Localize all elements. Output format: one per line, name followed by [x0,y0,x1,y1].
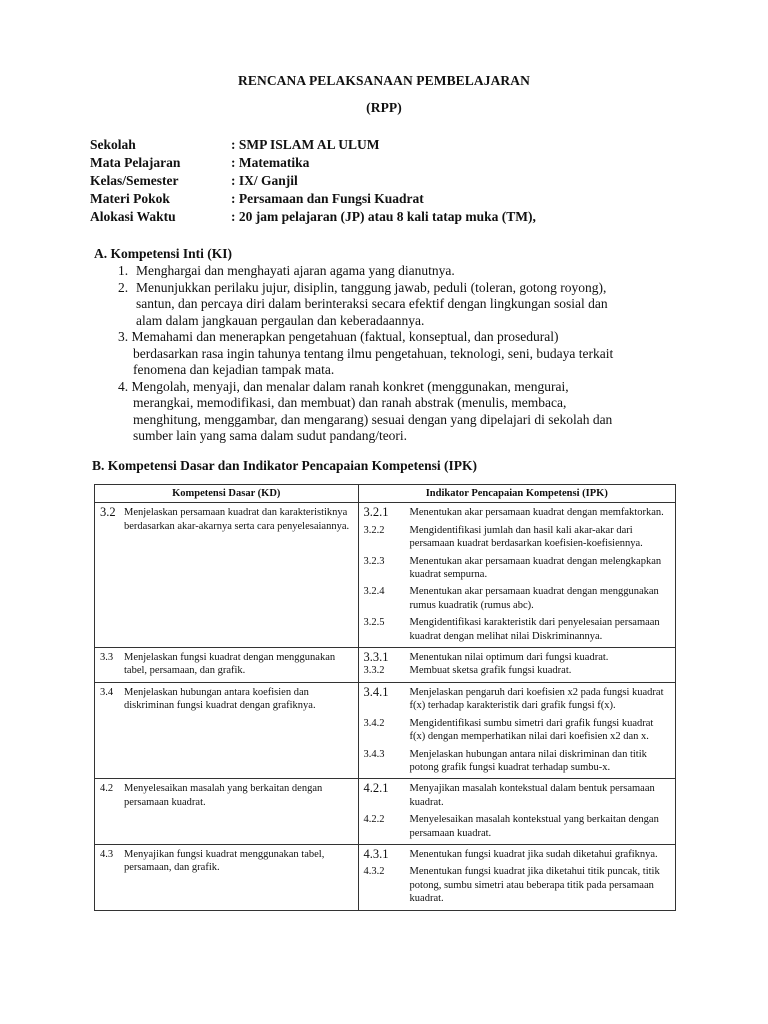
ki-item [118,379,678,445]
ipk-number: 3.4.3 [363,748,385,760]
ipk-item [364,686,670,713]
document-title: RENCANA PELAKSANAAN PEMBELAJARAN [238,73,530,88]
kd-cell [95,779,359,845]
ipk-item [364,555,670,582]
identity-block [90,136,536,226]
ipk-cell [358,648,675,683]
info-value: : 20 jam pelajaran (JP) atau 8 kali tatap muka (TM), [231,209,536,224]
ki-number: 2. [118,279,129,295]
ki-line: merangkai, memodifikasi, dan membuat) dan ranah abstrak (menulis, membaca, [133,395,567,410]
ipk-number: 4.2.2 [363,814,385,826]
kd-text: Menyelesaikan masalah yang berkaitan dengan persamaan kuadrat. [124,783,323,808]
ipk-item [364,748,670,775]
info-label: Materi Pokok [90,191,170,206]
info-label: Mata Pelajaran [90,155,181,170]
ki-number: 4. [118,378,129,394]
ki-line: Memahami dan menerapkan pengetahuan (faktual, konseptual, dan prosedural) [131,329,559,344]
ipk-cell [358,503,675,648]
column-header-kd: Kompetensi Dasar (KD) [95,485,359,503]
ipk-item [364,585,670,612]
ipk-number: 3.2.3 [363,555,385,567]
kd-cell [95,844,359,910]
ipk-item [364,848,670,861]
info-row-alokasi-waktu [90,208,536,226]
ipk-item [364,717,670,744]
ipk-text: Menentukan fungsi kuadrat jika sudah diketahui grafiknya. [409,848,658,860]
ki-line: Menunjukkan perilaku jujur, disiplin, tanggung jawab, peduli (toleran, gotong royong), [136,279,607,295]
ki-number: 3. [118,329,129,344]
info-value: : IX/ Ganjil [231,173,298,188]
ipk-number: 3.4.1 [363,684,389,699]
ki-line: Mengolah, menyaji, dan menalar dalam ranah konkret (menggunakan, mengurai, [131,378,569,394]
ipk-text: Menentukan nilai optimum dari fungsi kuadrat. [409,652,609,664]
ki-item [118,280,678,330]
ipk-cell [358,779,675,845]
info-row-mata-pelajaran [90,154,536,172]
ipk-text: Mengidentifikasi sumbu simetri dari grafik fungsi kuadrat f(x) dengan memperhatikan nilai dari koefisien x2 dan x. [409,717,654,743]
table-row [95,779,676,845]
ki-line: fenomena dan kejadian tampak mata. [133,362,335,377]
ki-line: berdasarkan rasa ingin tahunya tentang ilmu pengetahuan, teknologi, seni, budaya terkait [133,345,614,361]
ipk-text: Menentukan fungsi kuadrat jika diketahui titik puncak, titik potong, sumbu simetri atau beberapa titik pada persamaan kuadrat. [409,866,660,905]
kd-ipk-table [94,484,676,911]
ki-item [118,329,678,379]
ipk-item [364,664,670,677]
info-value: : Persamaan dan Fungsi Kuadrat [231,191,424,206]
ipk-item [364,782,670,809]
ki-number: 1. [118,263,129,278]
ipk-text: Menentukan akar persamaan kuadrat dengan menggunakan rumus kuadratik (rumus abc). [409,586,659,611]
ipk-item [364,813,670,840]
ipk-cell [358,682,675,778]
kd-cell [95,682,359,778]
ipk-text: Menentukan akar persamaan kuadrat dengan memfaktorkan. [409,507,664,519]
kd-text: Menjelaskan hubungan antara koefisien dan diskriminan fungsi kuadrat dengan grafiknya. [124,686,316,712]
ipk-text: Menyajikan masalah kontekstual dalam bentuk persamaan kuadrat. [409,783,655,808]
ipk-text: Mengidentifikasi jumlah dan hasil kali akar-akar dari persamaan kuadrat berdasarkan koefisien-koefisiennya. [409,524,643,550]
kd-number: 4.2 [100,783,114,795]
table-row [95,844,676,910]
kompetensi-inti-list [118,263,678,445]
ipk-number: 3.2.1 [363,505,389,520]
ipk-number: 3.2.5 [363,617,385,629]
info-row-kelas-semester [90,172,536,190]
kd-text: Menjelaskan persamaan kuadrat dan karakteristiknya berdasarkan akar-akarnya serta cara penyelesaiannya. [124,507,350,532]
ki-line: alam dalam jangkauan pergaulan dan keberadaannya. [136,312,425,328]
ipk-number: 4.2.1 [363,781,389,796]
ipk-text: Membuat sketsa grafik fungsi kuadrat. [409,665,572,677]
ipk-number: 4.3.1 [363,846,389,861]
ipk-number: 3.3.2 [363,665,385,677]
ipk-text: Mengidentifikasi karakteristik dari penyelesaian persamaan kuadrat dengan melihat nilai Diskriminannya. [409,617,660,642]
kd-number: 3.2 [100,505,116,520]
info-label: Alokasi Waktu [90,209,176,224]
kd-number: 4.3 [100,848,114,860]
kd-cell [95,648,359,683]
table-header-row [95,485,676,503]
ipk-text: Menjelaskan pengaruh dari koefisien x2 pada fungsi kuadrat f(x) terhadap karakteristik dari grafik fungsi f(x). [409,686,664,712]
column-header-ipk: Indikator Pencapaian Kompetensi (IPK) [358,485,675,503]
ipk-number: 3.4.2 [363,717,385,729]
ipk-number: 3.2.2 [363,524,385,536]
ki-item [118,263,678,280]
document-subtitle: (RPP) [366,100,402,115]
kd-text: Menjelaskan fungsi kuadrat dengan menggunakan tabel, persamaan, dan grafik. [124,652,336,677]
info-row-materi-pokok [90,190,536,208]
ipk-number: 4.3.2 [363,866,385,878]
section-a-heading: A. Kompetensi Inti (KI) [94,246,232,261]
ki-line: menghitung, menggambar, dan mengarang) sesuai dengan yang dipelajari di sekolah dan [133,411,613,427]
ipk-text: Menentukan akar persamaan kuadrat dengan melengkapkan kuadrat sempurna. [409,555,662,581]
info-label: Kelas/Semester [90,173,179,188]
table-row [95,503,676,648]
ipk-number: 3.2.4 [363,586,385,598]
ipk-item [364,651,670,664]
section-b-heading: B. Kompetensi Dasar dan Indikator Pencapaian Kompetensi (IPK) [92,458,478,473]
kd-number: 3.3 [100,652,114,664]
ipk-item [364,524,670,551]
ki-line: sumber lain yang sama dalam sudut pandang/teori. [133,428,408,443]
info-value: : SMP ISLAM AL ULUM [231,137,380,152]
ipk-item [364,616,670,643]
ipk-cell [358,844,675,910]
info-label: Sekolah [90,137,136,152]
info-row-sekolah [90,136,536,154]
kd-number: 3.4 [100,686,114,698]
ipk-text: Menjelaskan hubungan antara nilai diskriminan dan titik potong grafik fungsi kuadrat terhadap sumbu-x. [409,748,647,773]
table-row [95,648,676,683]
ki-line: santun, dan percaya diri dalam berinteraksi secara efektif dengan lingkungan sosial dan [136,296,608,311]
kd-cell [95,503,359,648]
ipk-text: Menyelesaikan masalah kontekstual yang berkaitan dengan persamaan kuadrat. [409,814,659,839]
ipk-number: 3.3.1 [363,650,389,665]
ipk-item [364,506,670,519]
ipk-item [364,865,670,905]
info-value: : Matematika [231,155,310,170]
kd-text: Menyajikan fungsi kuadrat menggunakan tabel, persamaan, dan grafik. [124,848,325,874]
ki-line: Menghargai dan menghayati ajaran agama yang dianutnya. [136,263,455,278]
table-row [95,682,676,778]
